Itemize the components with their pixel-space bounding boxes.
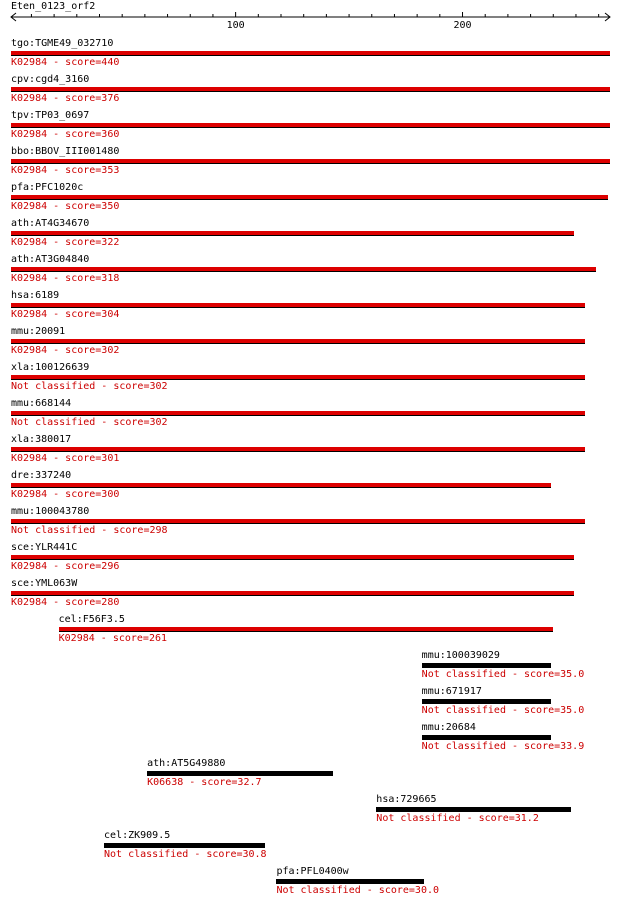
hit-score: Not classified - score=35.0	[421, 669, 585, 680]
hit-name[interactable]: mmu:100039029	[421, 650, 500, 661]
ruler-tick-label: 200	[453, 20, 472, 30]
hit-bar[interactable]	[11, 159, 610, 164]
hit-bar[interactable]	[276, 879, 423, 884]
hit-name[interactable]: sce:YLR441C	[11, 542, 78, 553]
hit-bar[interactable]	[11, 303, 585, 308]
hit-name[interactable]: ath:AT5G49880	[147, 758, 226, 769]
hit-bar[interactable]	[11, 87, 610, 92]
hit-bar[interactable]	[11, 195, 608, 200]
hit-bar[interactable]	[11, 591, 574, 596]
hit-name[interactable]: mmu:671917	[421, 686, 482, 697]
hit-name[interactable]: bbo:BBOV_III001480	[11, 146, 120, 157]
hit-score: Not classified - score=30.0	[276, 885, 440, 896]
hit-name[interactable]: mmu:20684	[421, 722, 476, 733]
hit-bar[interactable]	[11, 375, 585, 380]
hit-score: K02984 - score=376	[11, 93, 120, 104]
ruler	[0, 0, 620, 30]
hit-name[interactable]: hsa:6189	[11, 290, 60, 301]
hit-bar[interactable]	[11, 555, 574, 560]
hit-bar[interactable]	[11, 51, 610, 56]
hit-score: Not classified - score=35.0	[421, 705, 585, 716]
hit-bar[interactable]	[147, 771, 333, 776]
hit-bar[interactable]	[376, 807, 571, 812]
hit-bar[interactable]	[11, 519, 585, 524]
hit-bar[interactable]	[11, 411, 585, 416]
hit-bar[interactable]	[11, 339, 585, 344]
hit-score: Not classified - score=33.9	[421, 741, 585, 752]
hit-score: K02984 - score=304	[11, 309, 120, 320]
hit-score: Not classified - score=302	[11, 381, 168, 392]
query-title: Eten_0123_orf2	[11, 1, 96, 12]
hit-bar[interactable]	[11, 447, 585, 452]
hit-name[interactable]: cel:F56F3.5	[58, 614, 125, 625]
hit-name[interactable]: xla:380017	[11, 434, 72, 445]
hit-bar[interactable]	[422, 699, 551, 704]
hit-score: Not classified - score=30.8	[104, 849, 267, 860]
hit-score: K06638 - score=32.7	[147, 777, 262, 788]
hit-score: Not classified - score=302	[11, 417, 168, 428]
hit-score: K02984 - score=353	[11, 165, 120, 176]
hit-bar[interactable]	[104, 843, 265, 848]
hit-name[interactable]: cel:ZK909.5	[104, 830, 171, 841]
hit-bar[interactable]	[422, 663, 551, 668]
hit-score: K02984 - score=300	[11, 489, 120, 500]
hit-name[interactable]: tpv:TP03_0697	[11, 110, 90, 121]
hit-score: K02984 - score=296	[11, 561, 120, 572]
hit-bar[interactable]	[59, 627, 554, 632]
hit-bar[interactable]	[11, 231, 574, 236]
hit-name[interactable]: ath:AT3G04840	[11, 254, 90, 265]
hit-name[interactable]: pfa:PFL0400w	[276, 866, 349, 877]
hit-score: K02984 - score=318	[11, 273, 120, 284]
hit-name[interactable]: ath:AT4G34670	[11, 218, 90, 229]
hit-score: K02984 - score=440	[11, 57, 120, 68]
hit-name[interactable]: xla:100126639	[11, 362, 90, 373]
hit-bar[interactable]	[11, 483, 551, 488]
hit-name[interactable]: tgo:TGME49_032710	[11, 38, 114, 49]
hit-name[interactable]: mmu:20091	[11, 326, 66, 337]
hit-score: K02984 - score=301	[11, 453, 120, 464]
hit-bar[interactable]	[422, 735, 551, 740]
hit-score: K02984 - score=322	[11, 237, 120, 248]
hit-score: K02984 - score=302	[11, 345, 120, 356]
hit-bar[interactable]	[11, 123, 610, 128]
hit-score: K02984 - score=360	[11, 129, 120, 140]
ruler-tick-label: 100	[226, 20, 245, 30]
hit-name[interactable]: dre:337240	[11, 470, 72, 481]
hit-score: Not classified - score=298	[11, 525, 168, 536]
hit-bar[interactable]	[11, 267, 596, 272]
hit-name[interactable]: hsa:729665	[376, 794, 437, 805]
hit-score: K02984 - score=261	[58, 633, 168, 644]
hit-score: K02984 - score=280	[11, 597, 120, 608]
hit-name[interactable]: mmu:668144	[11, 398, 72, 409]
hit-score: K02984 - score=350	[11, 201, 120, 212]
hit-name[interactable]: mmu:100043780	[11, 506, 90, 517]
hit-name[interactable]: sce:YML063W	[11, 578, 78, 589]
hit-name[interactable]: cpv:cgd4_3160	[11, 74, 90, 85]
hit-score: Not classified - score=31.2	[376, 813, 539, 824]
hit-name[interactable]: pfa:PFC1020c	[11, 182, 84, 193]
